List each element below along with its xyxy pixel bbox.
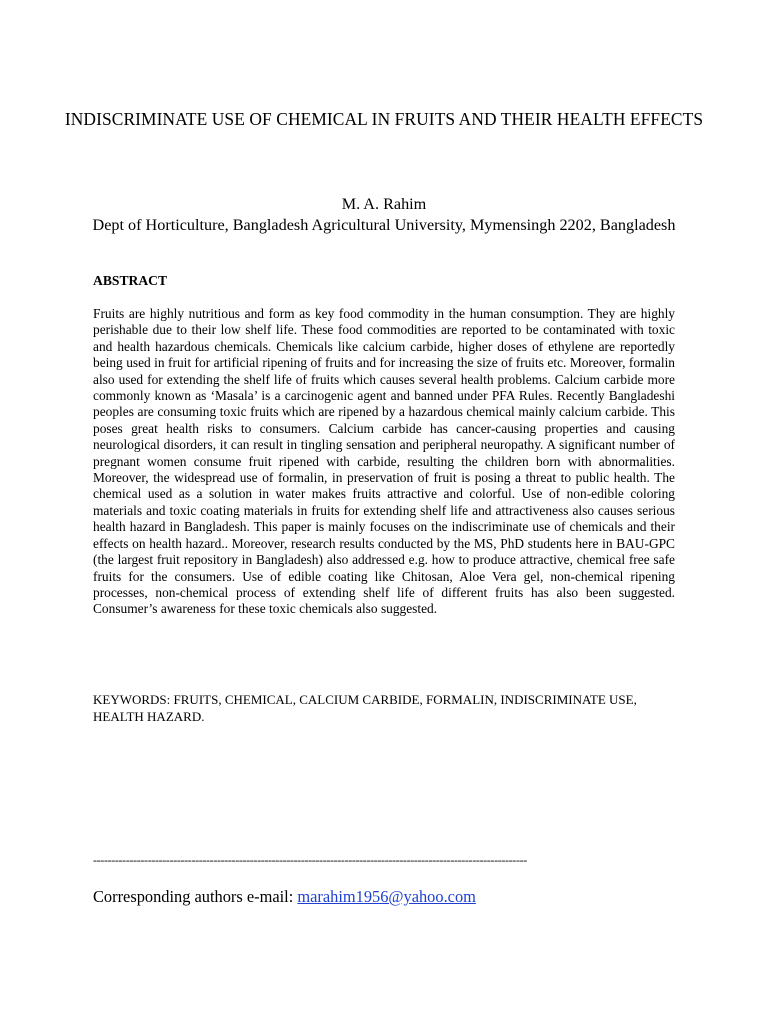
contact-label: Corresponding authors e-mail: (93, 887, 298, 906)
author-email-link[interactable]: marahim1956@yahoo.com (297, 887, 476, 906)
author-affiliation: Dept of Horticulture, Bangladesh Agricultural University, Mymensingh 2202, Bangladesh (92, 216, 676, 234)
corresponding-author-contact (93, 886, 476, 907)
abstract-heading: ABSTRACT (93, 273, 168, 288)
keywords: KEYWORDS: FRUITS, CHEMICAL, CALCIUM CARBIDE, FORMALIN, INDISCRIMINATE USE, HEALTH HAZARD. (93, 692, 637, 724)
paper-title: INDISCRIMINATE USE OF CHEMICAL IN FRUITS AND THEIR HEALTH EFFECTS (64, 109, 704, 129)
author-name: M. A. Rahim (341, 195, 427, 213)
abstract-body: Fruits are highly nutritious and form as key food commodity in the human consumption. They are highly perishable due to their low shelf life. These food commodities are reported to be contaminated with toxic and health hazardous chemicals. Chemicals like calcium carbide, higher doses of ethylene are reportedly being used in fruit for artificial ripening of fruits and for increasing the size of fruits etc. Moreover, formalin also used for extending the shelf life of fruits which causes several health problems. Calcium carbide more commonly known as ‘Masala’ is a carcinogenic agent and banned under PFA Rules. Recently Bangladeshi peoples are consuming toxic fruits which are ripened by a hazardous chemical mainly calcium carbide. This poses great health risks to consumers. Calcium carbide has cancer-causing properties and causing neurological disorders, it can result in tingling sensation and peripheral neuropathy. A significant number of pregnant women consume fruit ripened with carbide, resulting the children born with abnormalities. Moreover, the widespread use of formalin, in preservation of fruit is posing a threat to public health. The chemical used as a solution in water makes fruits attractive and colorful. Use of non-edible coloring materials and toxic coating materials in fruits for extending shelf life and attractiveness also causes serious health hazard in Bangladesh. This paper is mainly focuses on the indiscriminate use of chemicals and their effects on health hazard.. Moreover, research results conducted by the MS, PhD students here in BAU-GPC (the largest fruit repository in Bangladesh) also addressed e.g. how to produce attractive, chemical free safe fruits for the consumers. Use of edible coating like Chitosan, Aloe Vera gel, non-chemical ripening processes, non-chemical process of extending shelf life of different fruits has also been suggested. Consumer’s awareness for these toxic chemicals also suggested. (93, 306, 675, 617)
footnote-divider: ----------------------------------------------------------------------------------------------------------------------- (93, 853, 527, 867)
